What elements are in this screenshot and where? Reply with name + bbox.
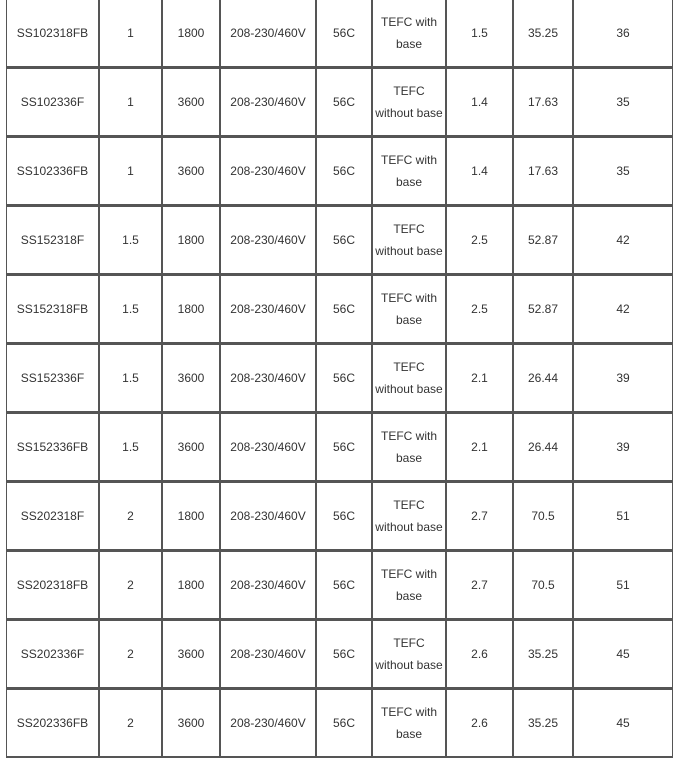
value-cell-9: 45 <box>573 619 673 688</box>
model-number-cell: SS152336FB <box>6 412 99 481</box>
value-cell-8: 70.5 <box>513 481 573 550</box>
enclosure-text: TEFC with base <box>380 291 437 327</box>
value-cell-8: 17.63 <box>513 136 573 205</box>
table-row <box>6 343 673 412</box>
enclosure-cell <box>372 412 446 481</box>
horsepower-cell: 1.5 <box>99 274 162 343</box>
value-cell-9: 51 <box>573 550 673 619</box>
enclosure-cell <box>372 619 446 688</box>
rpm-cell: 1800 <box>162 205 220 274</box>
frame-cell: 56C <box>316 619 372 688</box>
enclosure-text: TEFC without base <box>375 498 443 534</box>
value-cell-9: 39 <box>573 343 673 412</box>
rpm-cell: 1800 <box>162 274 220 343</box>
value-cell-7: 1.5 <box>446 0 513 67</box>
frame-cell: 56C <box>316 67 372 136</box>
value-cell-7: 2.6 <box>446 619 513 688</box>
value-cell-8: 35.25 <box>513 619 573 688</box>
model-number-cell: SS152336F <box>6 343 99 412</box>
frame-cell: 56C <box>316 205 372 274</box>
voltage-cell: 208-230/460V <box>220 619 316 688</box>
value-cell-9: 35 <box>573 67 673 136</box>
model-number-cell: SS152318F <box>6 205 99 274</box>
enclosure-text: TEFC with base <box>380 705 437 741</box>
value-cell-7: 2.1 <box>446 412 513 481</box>
enclosure-text: TEFC without base <box>375 636 443 672</box>
value-cell-7: 2.5 <box>446 274 513 343</box>
frame-cell: 56C <box>316 0 372 67</box>
value-cell-7: 1.4 <box>446 67 513 136</box>
value-cell-7: 2.6 <box>446 688 513 758</box>
voltage-cell: 208-230/460V <box>220 67 316 136</box>
rpm-cell: 3600 <box>162 67 220 136</box>
enclosure-cell <box>372 274 446 343</box>
voltage-cell: 208-230/460V <box>220 205 316 274</box>
value-cell-9: 51 <box>573 481 673 550</box>
value-cell-9: 36 <box>573 0 673 67</box>
rpm-cell: 1800 <box>162 481 220 550</box>
rpm-cell: 3600 <box>162 136 220 205</box>
value-cell-8: 26.44 <box>513 412 573 481</box>
value-cell-7: 2.7 <box>446 481 513 550</box>
value-cell-8: 35.25 <box>513 688 573 758</box>
table-row <box>6 136 673 205</box>
value-cell-8: 35.25 <box>513 0 573 67</box>
value-cell-8: 26.44 <box>513 343 573 412</box>
frame-cell: 56C <box>316 481 372 550</box>
voltage-cell: 208-230/460V <box>220 274 316 343</box>
horsepower-cell: 1.5 <box>99 205 162 274</box>
enclosure-text: TEFC with base <box>380 15 437 51</box>
model-number-cell: SS202336F <box>6 619 99 688</box>
value-cell-8: 70.5 <box>513 550 573 619</box>
model-number-cell: SS202318F <box>6 481 99 550</box>
value-cell-9: 39 <box>573 412 673 481</box>
model-number-cell: SS102318FB <box>6 0 99 67</box>
value-cell-7: 2.7 <box>446 550 513 619</box>
enclosure-text: TEFC with base <box>380 567 437 603</box>
rpm-cell: 3600 <box>162 343 220 412</box>
value-cell-7: 1.4 <box>446 136 513 205</box>
table-row <box>6 0 673 67</box>
table-row <box>6 481 673 550</box>
value-cell-9: 45 <box>573 688 673 758</box>
horsepower-cell: 1.5 <box>99 412 162 481</box>
table-row <box>6 688 673 758</box>
horsepower-cell: 2 <box>99 550 162 619</box>
model-number-cell: SS102336FB <box>6 136 99 205</box>
model-number-cell: SS202336FB <box>6 688 99 758</box>
horsepower-cell: 1 <box>99 67 162 136</box>
voltage-cell: 208-230/460V <box>220 481 316 550</box>
rpm-cell: 3600 <box>162 619 220 688</box>
voltage-cell: 208-230/460V <box>220 688 316 758</box>
enclosure-cell <box>372 550 446 619</box>
enclosure-cell <box>372 205 446 274</box>
rpm-cell: 1800 <box>162 550 220 619</box>
voltage-cell: 208-230/460V <box>220 550 316 619</box>
enclosure-cell <box>372 67 446 136</box>
value-cell-8: 17.63 <box>513 67 573 136</box>
frame-cell: 56C <box>316 412 372 481</box>
enclosure-cell <box>372 688 446 758</box>
model-number-cell: SS102336F <box>6 67 99 136</box>
motor-spec-table <box>6 0 673 758</box>
enclosure-cell <box>372 343 446 412</box>
value-cell-9: 42 <box>573 274 673 343</box>
table-row <box>6 412 673 481</box>
frame-cell: 56C <box>316 136 372 205</box>
horsepower-cell: 2 <box>99 688 162 758</box>
value-cell-9: 42 <box>573 205 673 274</box>
rpm-cell: 1800 <box>162 0 220 67</box>
enclosure-text: TEFC without base <box>375 222 443 258</box>
value-cell-8: 52.87 <box>513 274 573 343</box>
horsepower-cell: 1 <box>99 0 162 67</box>
frame-cell: 56C <box>316 343 372 412</box>
horsepower-cell: 2 <box>99 481 162 550</box>
enclosure-cell <box>372 136 446 205</box>
voltage-cell: 208-230/460V <box>220 343 316 412</box>
horsepower-cell: 1 <box>99 136 162 205</box>
value-cell-9: 35 <box>573 136 673 205</box>
horsepower-cell: 1.5 <box>99 343 162 412</box>
table-row <box>6 619 673 688</box>
enclosure-cell <box>372 481 446 550</box>
model-number-cell: SS202318FB <box>6 550 99 619</box>
model-number-cell: SS152318FB <box>6 274 99 343</box>
enclosure-text: TEFC with base <box>380 153 437 189</box>
table-row <box>6 550 673 619</box>
voltage-cell: 208-230/460V <box>220 136 316 205</box>
value-cell-7: 2.1 <box>446 343 513 412</box>
table-body <box>6 0 673 758</box>
enclosure-text: TEFC with base <box>380 429 437 465</box>
table-row <box>6 67 673 136</box>
rpm-cell: 3600 <box>162 688 220 758</box>
table-row <box>6 205 673 274</box>
frame-cell: 56C <box>316 274 372 343</box>
voltage-cell: 208-230/460V <box>220 412 316 481</box>
enclosure-text: TEFC without base <box>375 84 443 120</box>
value-cell-7: 2.5 <box>446 205 513 274</box>
rpm-cell: 3600 <box>162 412 220 481</box>
voltage-cell: 208-230/460V <box>220 0 316 67</box>
enclosure-cell <box>372 0 446 67</box>
value-cell-8: 52.87 <box>513 205 573 274</box>
enclosure-text: TEFC without base <box>375 360 443 396</box>
horsepower-cell: 2 <box>99 619 162 688</box>
frame-cell: 56C <box>316 688 372 758</box>
frame-cell: 56C <box>316 550 372 619</box>
table-row <box>6 274 673 343</box>
